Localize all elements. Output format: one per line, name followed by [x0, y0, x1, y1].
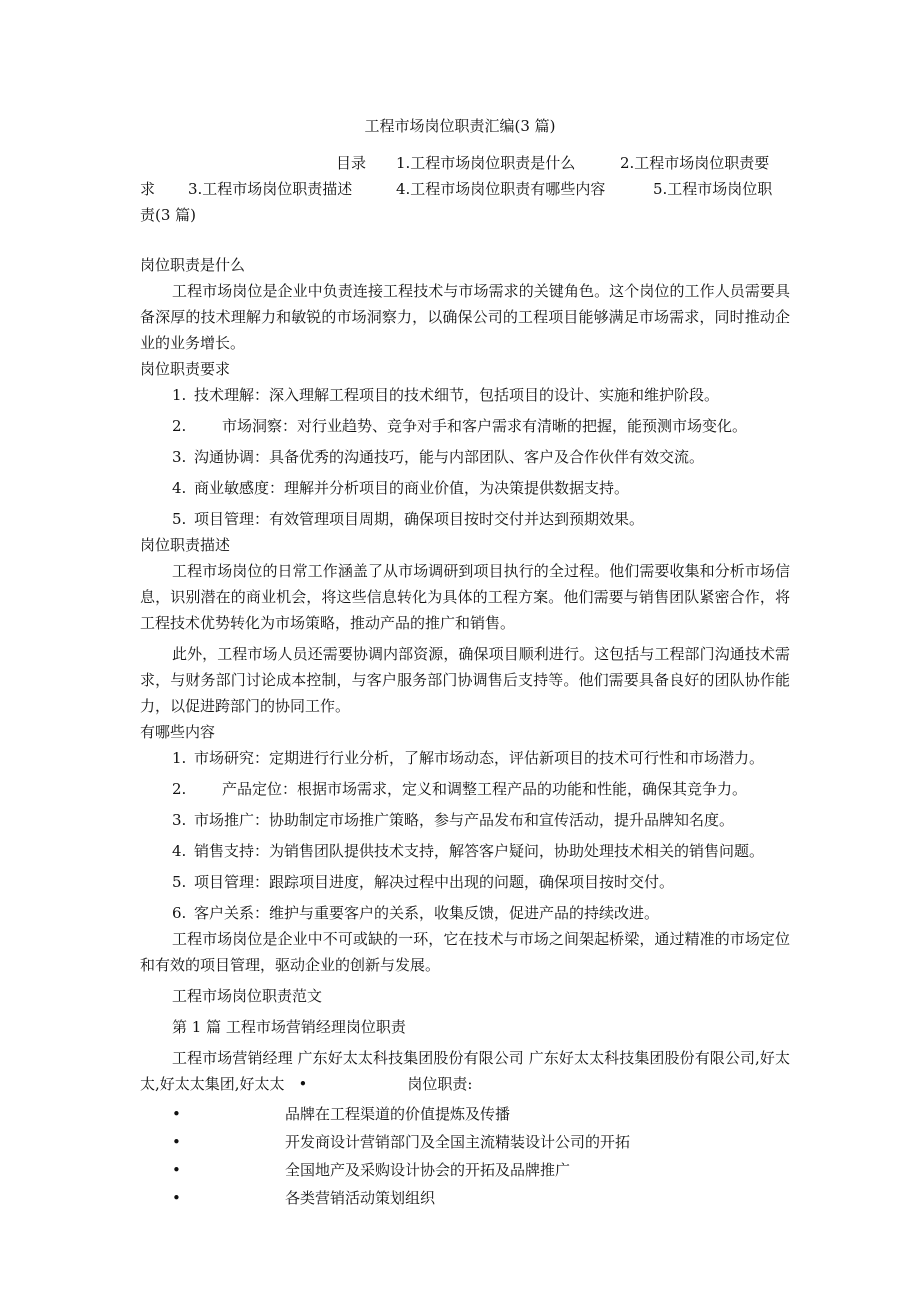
list-item-number: 5. — [172, 873, 187, 891]
toc-item-5-continued[interactable]: 责(3 篇) — [140, 206, 197, 224]
article-1-intro-text: 工程市场营销经理 广东好太太科技集团股份有限公司 广东好太太科技集团股份有限公司,好太太,好太太集团,好太太 — [140, 1049, 790, 1093]
article-1-title: 第 1 篇 工程市场营销经理岗位职责 — [172, 1018, 406, 1036]
list-item-text: 商业敏感度：理解并分析项目的商业价值，为决策提供数据支持。 — [194, 479, 630, 497]
toc-line-2 — [140, 176, 790, 202]
toc-label: 目录 — [336, 154, 367, 172]
bullet-icon: • — [172, 1105, 181, 1123]
list-item-number: 2. — [172, 417, 187, 435]
toc-item-3[interactable]: 3.工程市场岗位职责描述 — [188, 180, 353, 198]
requirements-list — [140, 382, 790, 532]
list-item — [140, 869, 790, 895]
list-item-number: 3. — [172, 448, 187, 466]
toc-line-3 — [140, 202, 790, 228]
list-item-text: 市场研究：定期进行行业分析，了解市场动态，评估新项目的技术可行性和市场潜力。 — [194, 749, 765, 767]
samples-heading: 工程市场岗位职责范文 — [172, 987, 323, 1005]
list-item — [140, 745, 790, 771]
list-item-number: 4. — [172, 479, 187, 497]
list-item-text: 销售支持：为销售团队提供技术支持，解答客户疑问，协助处理技术相关的销售问题。 — [194, 842, 765, 860]
list-item-text: 客户关系：维护与重要客户的关系，收集反馈，促进产品的持续改进。 — [194, 904, 660, 922]
list-item-text: 各类营销活动策划组织 — [285, 1189, 436, 1207]
list-item-text: 开发商设计营销部门及全国主流精装设计公司的开拓 — [285, 1133, 631, 1151]
list-item-number: 5. — [172, 510, 187, 528]
toc-item-5[interactable]: 5.工程市场岗位职 — [653, 180, 773, 198]
section-heading-contents: 有哪些内容 — [140, 723, 216, 741]
section-contents-conclusion: 工程市场岗位是企业中不可或缺的一环，它在技术与市场之间架起桥梁，通过精准的市场定位和有效的项目管理，驱动企业的创新与发展。 — [140, 930, 790, 974]
list-item-text: 全国地产及采购设计协会的开拓及品牌推广 — [285, 1161, 571, 1179]
toc-item-1[interactable]: 1.工程市场岗位职责是什么 — [396, 154, 576, 172]
list-item-text: 市场洞察：对行业趋势、竞争对手和客户需求有清晰的把握，能预测市场变化。 — [222, 417, 748, 435]
list-item-text: 产品定位：根据市场需求，定义和调整工程产品的功能和性能，确保其竞争力。 — [222, 780, 748, 798]
list-item — [140, 506, 790, 532]
toc-line-1 — [140, 150, 790, 176]
section-heading-requirements: 岗位职责要求 — [140, 360, 231, 378]
duties-label: 岗位职责: — [407, 1075, 473, 1093]
table-of-contents — [140, 150, 790, 228]
list-item-number: 2. — [172, 780, 187, 798]
bullet-icon: • — [172, 1161, 181, 1179]
list-item-text: 市场推广：协助制定市场推广策略，参与产品发布和宣传活动，提升品牌知名度。 — [194, 811, 735, 829]
section-description-paragraph-2: 此外，工程市场人员还需要协调内部资源，确保项目顺利进行。这包括与工程部门沟通技术需求，与财务部门讨论成本控制，与客户服务部门协调售后支持等。他们需要具备良好的团队协作能力，以促进跨部门的协同工作。 — [140, 645, 790, 715]
list-item-number: 4. — [172, 842, 187, 860]
list-item-text: 沟通协调：具备优秀的沟通技巧，能与内部团队、客户及合作伙伴有效交流。 — [194, 448, 705, 466]
toc-item-4[interactable]: 4.工程市场岗位职责有哪些内容 — [396, 180, 606, 198]
section-heading-description: 岗位职责描述 — [140, 536, 231, 554]
list-item — [140, 413, 790, 439]
list-item — [140, 838, 790, 864]
contents-list — [140, 745, 790, 926]
list-item — [140, 776, 790, 802]
duties-list — [140, 1101, 790, 1211]
list-item — [140, 807, 790, 833]
bullet-icon: • — [298, 1075, 308, 1093]
article-1-intro — [140, 1045, 790, 1097]
document-title: 工程市场岗位职责汇编(3 篇) — [364, 117, 556, 135]
list-item-text: 技术理解：深入理解工程项目的技术细节，包括项目的设计、实施和维护阶段。 — [194, 386, 720, 404]
section-what-paragraph: 工程市场岗位是企业中负责连接工程技术与市场需求的关键角色。这个岗位的工作人员需要具备深厚的技术理解力和敏锐的市场洞察力，以确保公司的工程项目能够满足市场需求，同时推动企业的业务增长。 — [140, 282, 790, 352]
list-item-number: 3. — [172, 811, 187, 829]
document-body — [140, 150, 790, 1213]
bullet-icon: • — [172, 1189, 181, 1207]
list-item — [140, 1185, 790, 1211]
toc-item-2[interactable]: 2.工程市场岗位职责要 — [620, 154, 770, 172]
bullet-icon: • — [172, 1133, 181, 1151]
list-item-number: 6. — [172, 904, 187, 922]
list-item — [140, 382, 790, 408]
list-item-text: 项目管理：有效管理项目周期，确保项目按时交付并达到预期效果。 — [194, 510, 645, 528]
toc-item-2-continued[interactable]: 求 — [140, 180, 156, 198]
list-item-text: 品牌在工程渠道的价值提炼及传播 — [285, 1105, 511, 1123]
section-description-paragraph-1: 工程市场岗位的日常工作涵盖了从市场调研到项目执行的全过程。他们需要收集和分析市场信息，识别潜在的商业机会，将这些信息转化为具体的工程方案。他们需要与销售团队紧密合作，将工程技术优势转化为市场策略，推动产品的推广和销售。 — [140, 562, 790, 632]
list-item-number: 1. — [172, 386, 187, 404]
list-item — [140, 1101, 790, 1127]
list-item — [140, 900, 790, 926]
list-item — [140, 475, 790, 501]
list-item-text: 项目管理：跟踪项目进度，解决过程中出现的问题，确保项目按时交付。 — [194, 873, 675, 891]
list-item — [140, 1157, 790, 1183]
list-item — [140, 444, 790, 470]
section-heading-what: 岗位职责是什么 — [140, 256, 246, 274]
list-item — [140, 1129, 790, 1155]
list-item-number: 1. — [172, 749, 187, 767]
